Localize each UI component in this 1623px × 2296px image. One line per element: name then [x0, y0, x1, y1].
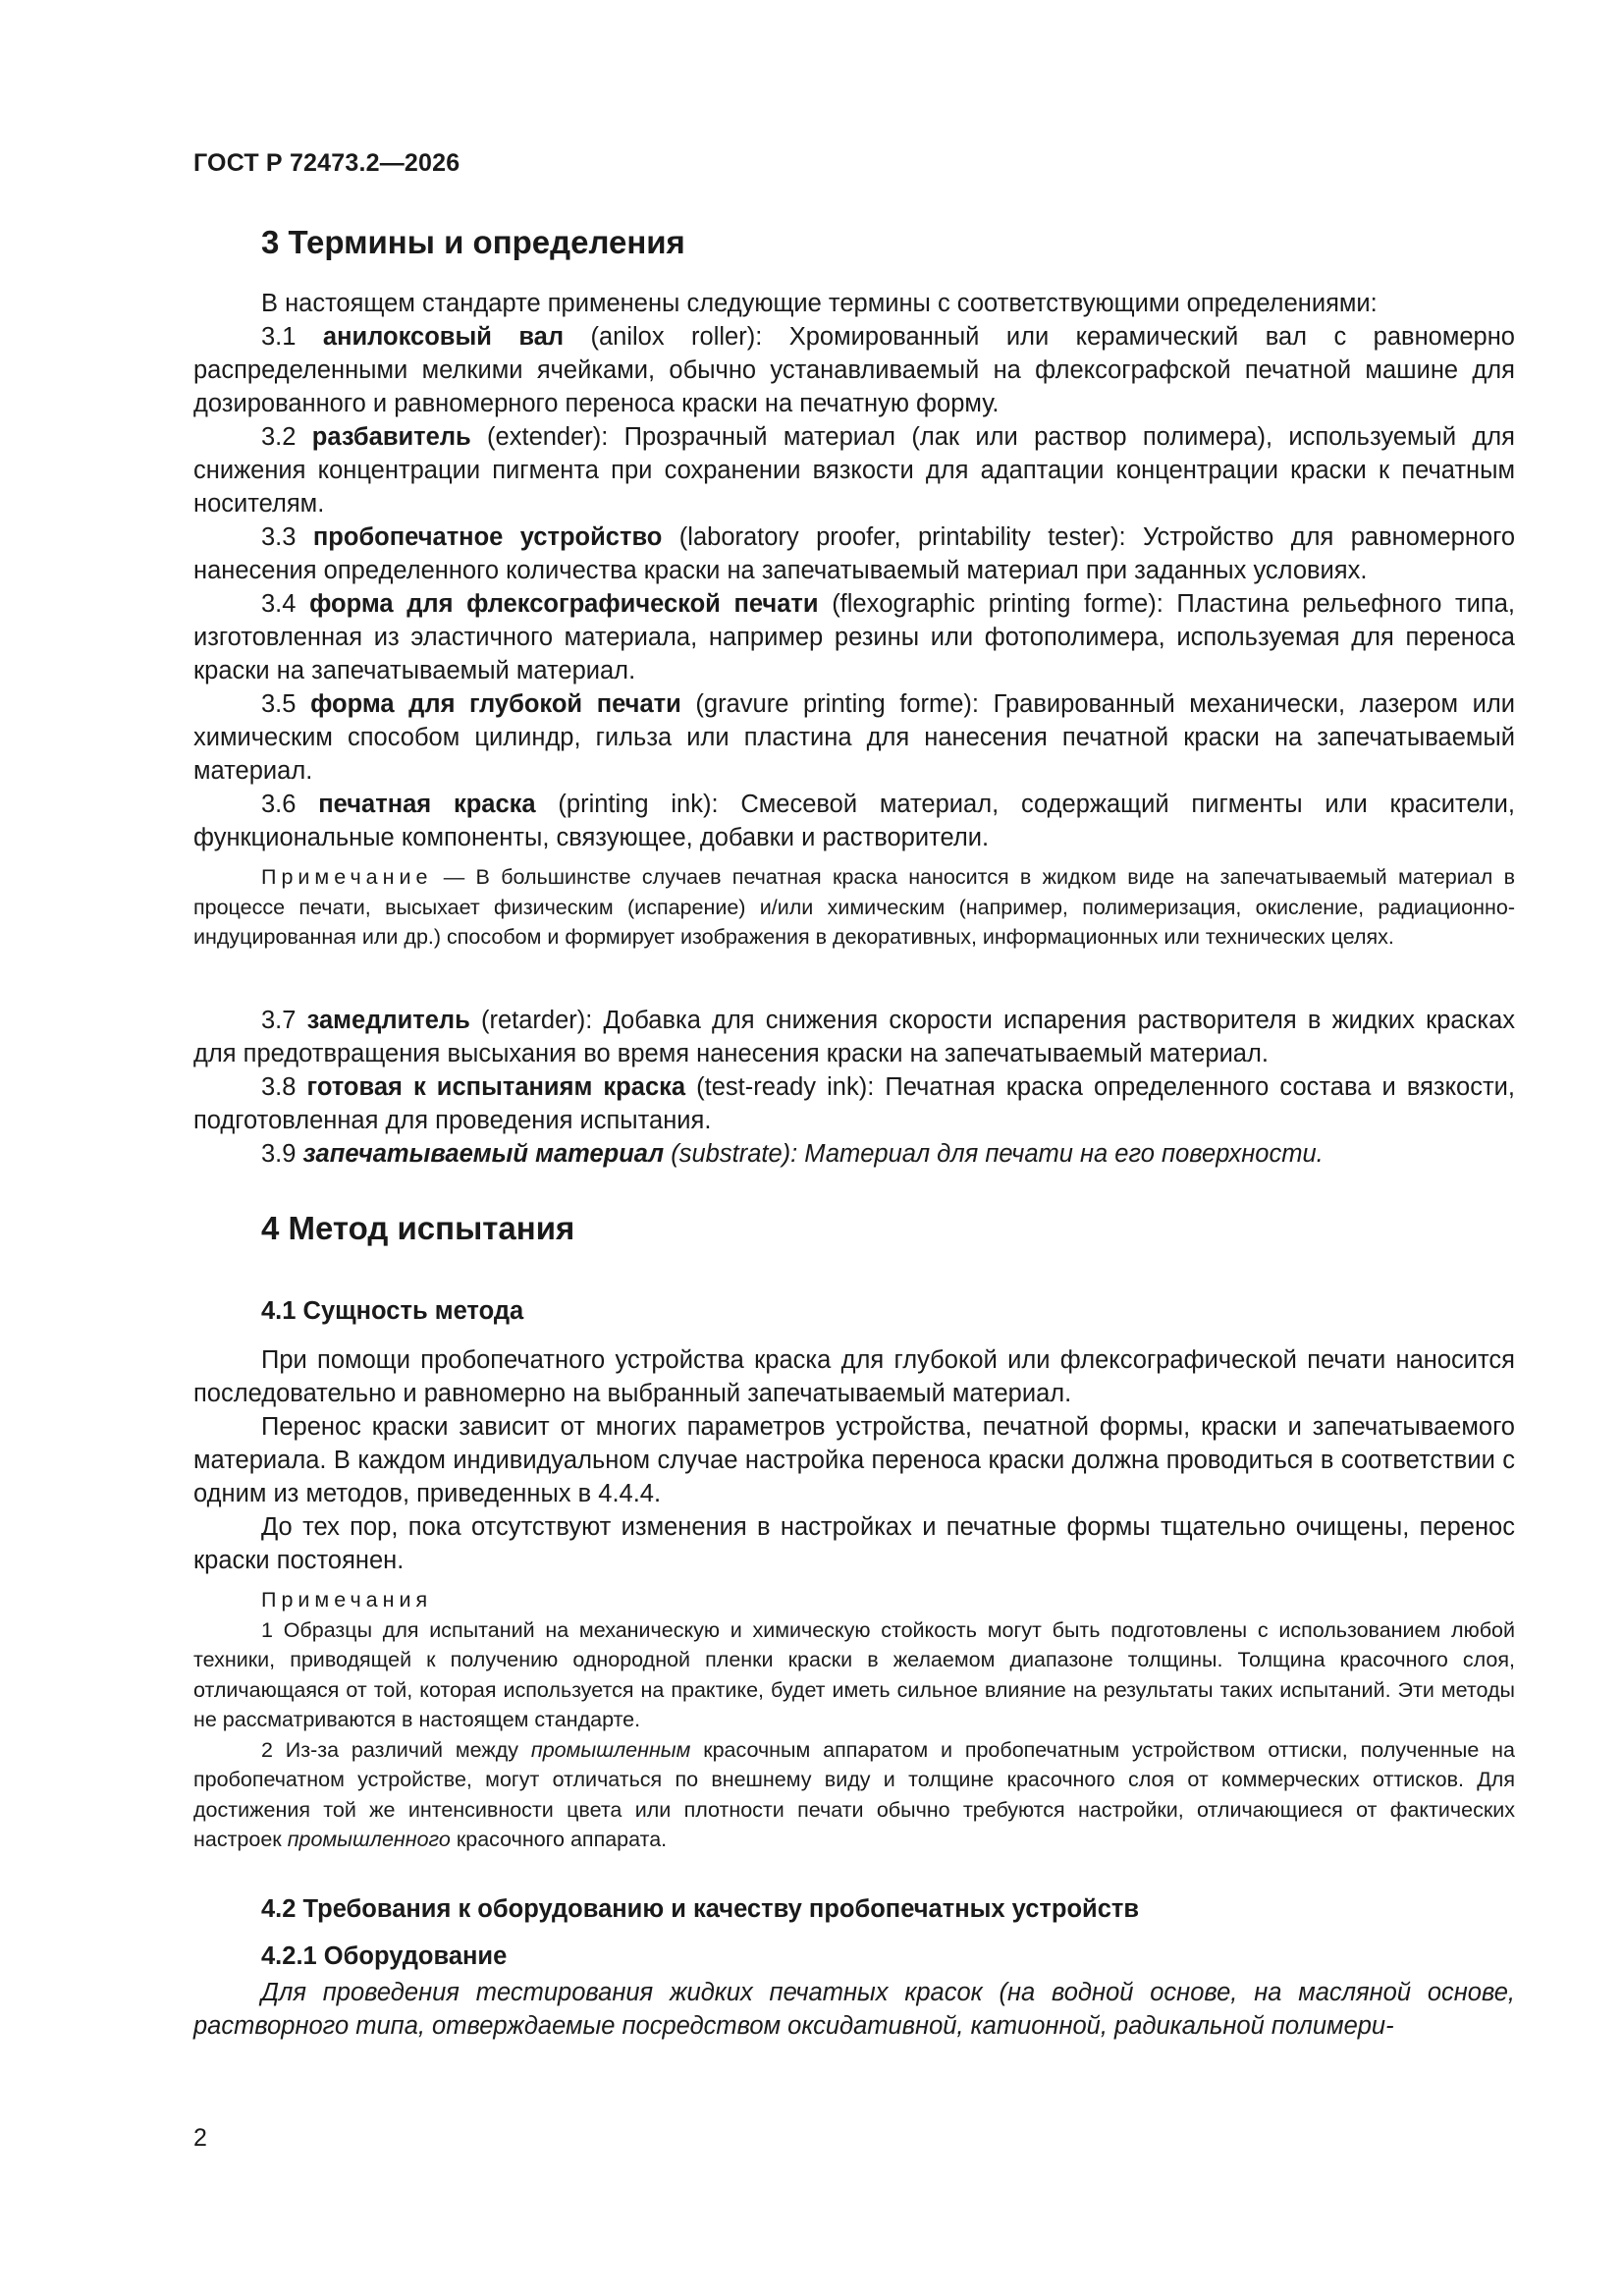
page-number: 2 [193, 2124, 207, 2152]
paragraph: Для проведения тестирования жидких печатных красок (на водной основе, на масляной основе, растворного типа, отверждаемые посредством оксидативной, катионной, радикальной полимери- [193, 1979, 1515, 2040]
section-3-note: Примечание — В большинстве случаев печатная краска наносится в жидком виде на запечатываемый материал в процессе печати, высыхает физическим (испарение) и/или химическим (например, полимеризация, окисление, радиационно-индуцированная или др.) способом и формирует изображения в декоративных, информационных или технических целях. [193, 865, 1515, 949]
term-3-1: 3.1 анилоксовый вал (anilox roller): Хромированный или керамический вал с равномерно распределенными мелкими ячейками, обычно устанавливаемый на флексографской печатной машине для дозированного и равномерного переноса краски на печатную форму. [193, 323, 1515, 417]
section-4-2-1-body [193, 1976, 1515, 2043]
term-3-9: 3.9 запечатываемый материал (substrate): Материал для печати на его поверхности. [261, 1140, 1324, 1168]
subsection-4-2-1-title: 4.2.1 Оборудование [261, 1942, 508, 1970]
term-3-5: 3.5 форма для глубокой печати (gravure printing forme): Гравированный механически, лазером или химическим способом цилиндр, гильза или пластина для нанесения печатной краски на запечатываемый материал. [193, 690, 1515, 785]
document-header: ГОСТ Р 72473.2—2026 [193, 149, 460, 177]
section-4-1-body [193, 1343, 1515, 1577]
section-3-intro: В настоящем стандарте применены следующие термины с соответствующими определениями: [261, 290, 1378, 317]
subsection-4-2-title: 4.2 Требования к оборудованию и качеству пробопечатных устройств [261, 1895, 1140, 1923]
notes-label: Примечания [261, 1588, 433, 1612]
note-1: 1 Образцы для испытаний на механическую и химическую стойкость могут быть подготовлены с использованием любой техники, приводящей к получению однородной пленки краски в желаемом диапазоне толщины. Толщина красочного слоя, отличающаяся от той, которая используется на практике, будет иметь сильное влияние на результаты таких испытаний. Эти методы не рассматриваются в настоящем стандарте. [193, 1617, 1515, 1731]
paragraph: Перенос краски зависит от многих параметров устройства, печатной формы, краски и запечатываемого материала. В каждом индивидуальном случае настройка переноса краски должна проводиться в соответствии с одним из методов, приведенных в 4.4.4. [193, 1413, 1515, 1507]
note-2: 2 Из-за различий между промышленным красочным аппаратом и пробопечатным устройством оттиски, полученные на пробопечатном устройстве, могут отличаться по внешнему виду и толщине красочного слоя от коммерческих оттисков. Для достижения той же интенсивности цвета или плотности печати обычно требуются настройки, отличающиеся от фактических настроек промышленного красочного аппарата. [193, 1737, 1515, 1851]
paragraph: До тех пор, пока отсутствуют изменения в настройках и печатные формы тщательно очищены, перенос краски постоянен. [193, 1513, 1515, 1574]
term-3-2: 3.2 разбавитель (extender): Прозрачный материал (лак или раствор полимера), используемый для снижения концентрации пигмента при сохранении вязкости для адаптации концентрации краски к печатным носителям. [193, 423, 1515, 518]
section-4-title: 4 Метод испытания [261, 1210, 575, 1246]
section-3-title: 3 Термины и определения [261, 224, 685, 260]
subsection-4-1-title: 4.1 Сущность метода [261, 1297, 524, 1325]
note-label: Примечание [261, 865, 433, 889]
paragraph: При помощи пробопечатного устройства краска для глубокой или флексографической печати наносится последовательно и равномерно на выбранный запечатываемый материал. [193, 1346, 1515, 1407]
section-3-body-continued [193, 1004, 1515, 1171]
term-3-7: 3.7 замедлитель (retarder): Добавка для снижения скорости испарения растворителя в жидких красках для предотвращения высыхания во время нанесения краски на запечатываемый материал. [193, 1007, 1515, 1067]
term-3-6: 3.6 печатная краска (printing ink): Смесевой материал, содержащий пигменты или красители, функциональные компоненты, связующее, добавки и растворители. [193, 791, 1515, 851]
term-3-4: 3.4 форма для флексографической печати (flexographic printing forme): Пластина рельефного типа, изготовленная из эластичного материала, например резины или фотополимера, используемая для переноса краски на запечатываемый материал. [193, 590, 1516, 684]
section-3-body [193, 287, 1515, 854]
term-3-8: 3.8 готовая к испытаниям краска (test-ready ink): Печатная краска определенного состава и вязкости, подготовленная для проведения испытания. [193, 1073, 1515, 1134]
section-4-1-notes [193, 1585, 1515, 1855]
term-3-3: 3.3 пробопечатное устройство (laboratory proofer, printability tester): Устройство для равномерного нанесения определенного количества краски на запечатываемый материал при заданных условиях. [193, 523, 1516, 584]
